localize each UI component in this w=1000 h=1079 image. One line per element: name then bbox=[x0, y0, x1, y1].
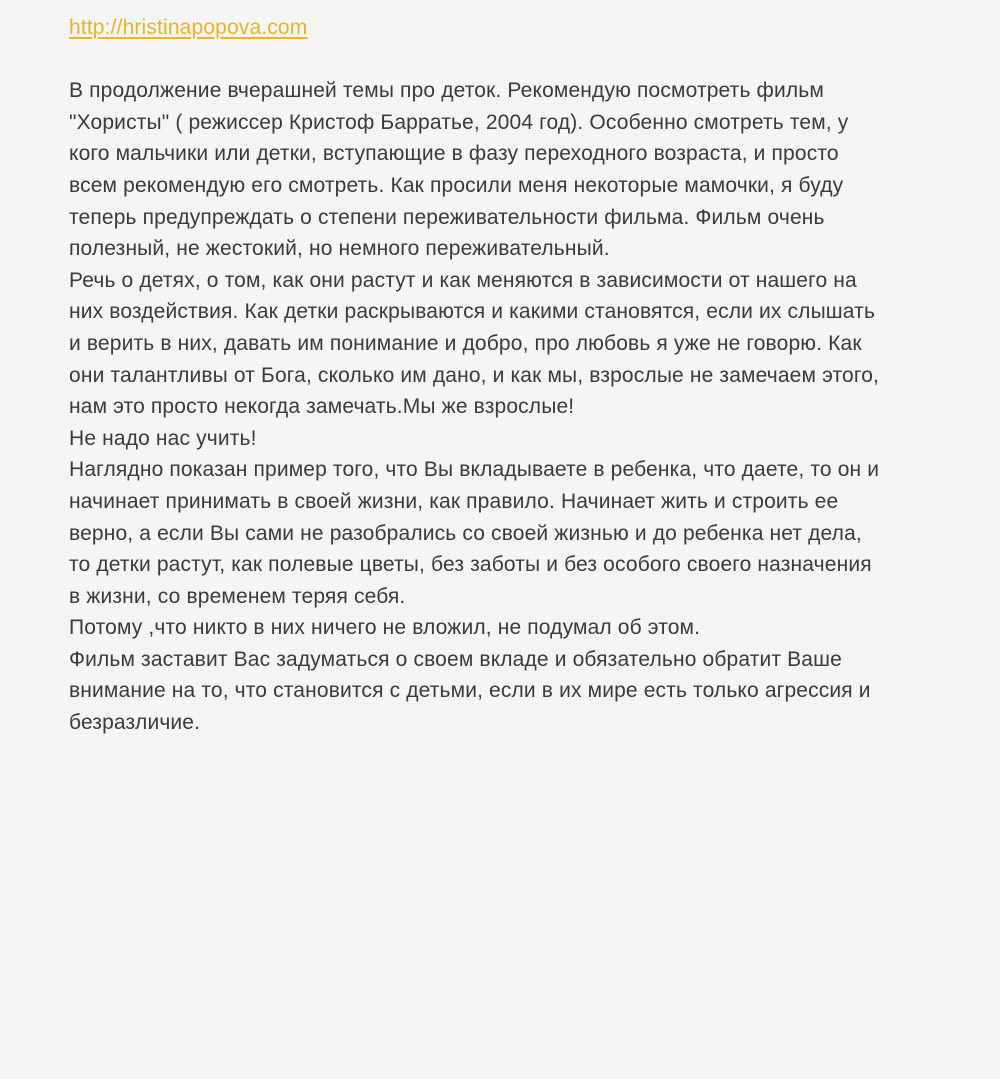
text-line: они талантливы от Бога, сколько им дано, и как мы, взрослые не замечаем этого, bbox=[69, 363, 880, 387]
text-line: Потому ,что никто в них ничего не вложил, не подумал об этом. bbox=[69, 616, 701, 640]
text-line: безразличие. bbox=[69, 711, 201, 735]
note-body bbox=[69, 12, 939, 739]
text-line: кого мальчики или детки, вступающие в фазу переходного возраста, и просто bbox=[69, 142, 839, 166]
blank-line bbox=[69, 44, 939, 76]
text-line: верно, а если Вы сами не разобрались со своей жизнью и до ребенка нет дела, bbox=[69, 521, 862, 545]
note-text bbox=[69, 75, 939, 738]
text-line: в жизни, со временем теряя себя. bbox=[69, 584, 406, 608]
text-line: и верить в них, давать им понимание и добро, про любовь я уже не говорю. Как bbox=[69, 331, 862, 355]
text-line: всем рекомендую его смотреть. Как просили меня некоторые мамочки, я буду bbox=[69, 173, 844, 197]
text-line: В продолжение вчерашней темы про деток. Рекомендую посмотреть фильм bbox=[69, 79, 824, 103]
text-line: "Хористы" ( режиссер Кристоф Барратье, 2004 год). Особенно смотреть тем, у bbox=[69, 110, 849, 134]
text-line: Фильм заставит Вас задуматься о своем вкладе и обязательно обратит Ваше bbox=[69, 647, 842, 671]
text-line: них воздействия. Как детки раскрываются и какими становятся, если их слышать bbox=[69, 300, 876, 324]
text-line: Речь о детях, о том, как они растут и как меняются в зависимости от нашего на bbox=[69, 268, 857, 292]
text-line: теперь предупреждать о степени переживательности фильма. Фильм очень bbox=[69, 205, 825, 229]
text-line: внимание на то, что становится с детьми, если в их мире есть только агрессия и bbox=[69, 679, 871, 703]
text-line: Не надо нас учить! bbox=[69, 426, 257, 450]
text-line: нам это просто некогда замечать.Мы же взрослые! bbox=[69, 395, 575, 419]
text-line: Наглядно показан пример того, что Вы вкладываете в ребенка, что даете, то он и bbox=[69, 458, 880, 482]
text-line: полезный, не жестокий, но немного переживательный. bbox=[69, 237, 610, 261]
text-line: начинает принимать в своей жизни, как правило. Начинает жить и строить ее bbox=[69, 489, 839, 513]
text-line: то детки растут, как полевые цветы, без заботы и без особого своего назначения bbox=[69, 553, 872, 577]
website-link[interactable]: http://hristinapopova.com bbox=[69, 16, 308, 39]
